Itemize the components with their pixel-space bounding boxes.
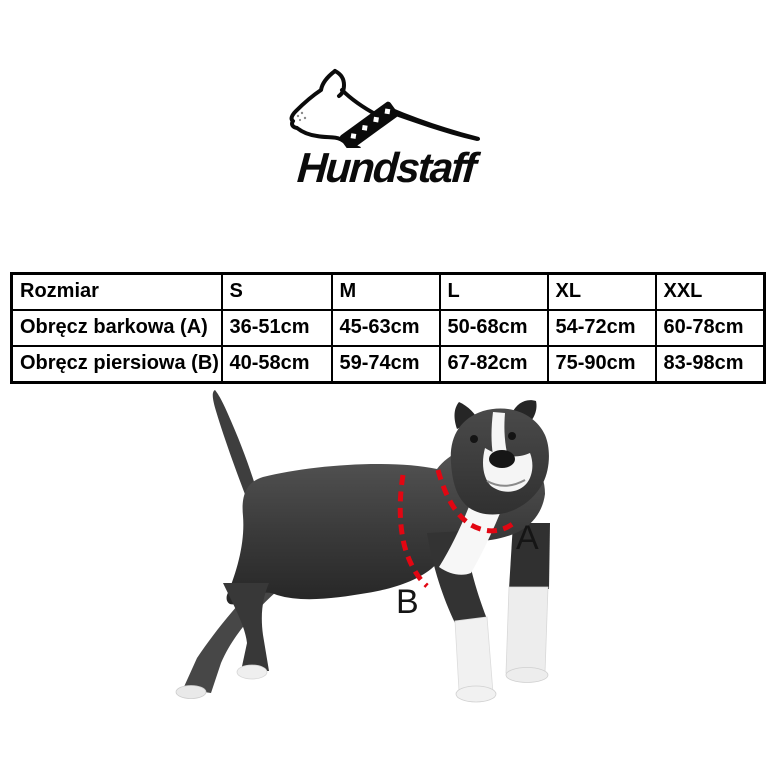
collar-icon — [339, 100, 400, 148]
size-table — [10, 272, 766, 384]
table-row-shoulder-girth — [12, 310, 765, 346]
row-label-chest-girth: Obręcz piersiowa (B) — [12, 346, 222, 383]
dog-far-rear-paw — [176, 686, 206, 699]
dog-head-logo-icon — [278, 60, 494, 148]
dog-eye-left — [470, 435, 478, 443]
row-label-shoulder-girth: Obręcz barkowa (A) — [12, 310, 222, 346]
header-size-xxl: XXL — [656, 274, 765, 311]
dog-near-front-leg-lower — [455, 617, 493, 693]
cell-chest-l: 67-82cm — [440, 346, 548, 383]
dog-near-front-paw — [456, 686, 496, 702]
cell-chest-s: 40-58cm — [222, 346, 332, 383]
cell-chest-xl: 75-90cm — [548, 346, 656, 383]
cell-shoulder-m: 45-63cm — [332, 310, 440, 346]
cell-shoulder-xl: 54-72cm — [548, 310, 656, 346]
measure-label-a: A — [516, 519, 539, 557]
table-row-chest-girth — [12, 346, 765, 383]
dog-near-rear-paw — [237, 665, 267, 679]
dog-far-front-leg-lower — [506, 587, 548, 673]
dog-far-front-paw — [506, 668, 548, 683]
header-size-s: S — [222, 274, 332, 311]
cell-chest-m: 59-74cm — [332, 346, 440, 383]
dog-eye-right — [508, 432, 516, 440]
dog-nose — [489, 450, 515, 468]
brand-name: Hundstaff — [295, 144, 477, 191]
cell-shoulder-s: 36-51cm — [222, 310, 332, 346]
header-size-l: L — [440, 274, 548, 311]
whisker-dots-icon — [297, 112, 306, 121]
cell-shoulder-xxl: 60-78cm — [656, 310, 765, 346]
cell-shoulder-l: 50-68cm — [440, 310, 548, 346]
header-rozmiar: Rozmiar — [12, 274, 222, 311]
dog-measurement-diagram — [55, 383, 615, 713]
brand-logo — [278, 60, 494, 190]
header-size-m: M — [332, 274, 440, 311]
size-table-header-row — [12, 274, 765, 311]
cell-chest-xxl: 83-98cm — [656, 346, 765, 383]
measure-label-b: B — [396, 583, 419, 621]
header-size-xl: XL — [548, 274, 656, 311]
